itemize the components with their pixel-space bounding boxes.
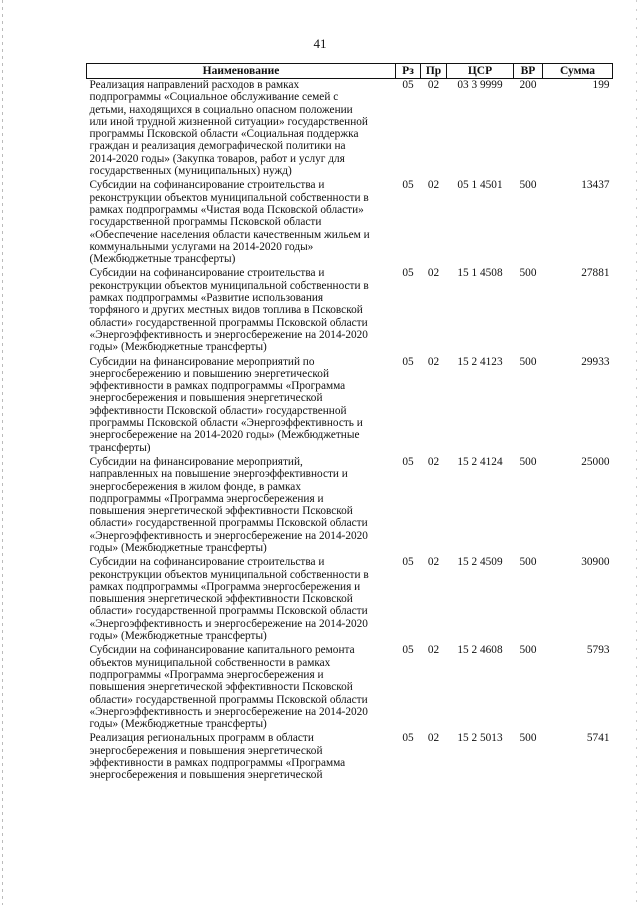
row-rz: 05 (402, 556, 414, 569)
row-rz: 05 (402, 355, 414, 368)
table-row (87, 556, 613, 644)
row-sum: 5793 (586, 644, 610, 657)
row-name-line: торфяного и других местных видов топлива в Псковской (89, 304, 363, 317)
row-vr: 200 (519, 79, 537, 91)
row-name-line: детьми, находящихся в социально опасном положении (89, 103, 353, 116)
row-rz: 05 (402, 179, 414, 192)
row-sum: 13437 (581, 179, 610, 192)
header-vr: ВР (514, 64, 543, 79)
row-pr: 02 (427, 556, 440, 569)
row-name-line: области» государственной программы Псковской области (89, 517, 368, 530)
row-name-line: Субсидии на финансирование мероприятий, (89, 455, 303, 468)
row-name-line: или иной трудной жизненной ситуации» государственной (89, 115, 368, 128)
row-sum: 27881 (581, 267, 610, 280)
row-name-line: реконструкции объектов муниципальной собственности в (89, 279, 369, 292)
row-name (87, 356, 396, 456)
row-name-line: энергосбережение на 2014-2020 годы» (Межбюджетные (89, 429, 360, 442)
table-row (87, 456, 613, 556)
row-name-line: Реализация региональных программ в области (89, 732, 314, 745)
row-csr: 15 2 4608 (457, 644, 503, 657)
row-pr: 02 (427, 79, 440, 91)
row-name-line: энергосбережению и повышению энергетической (89, 367, 329, 380)
row-name-line: объектов муниципальной собственности в рамках (89, 656, 331, 669)
row-name-line: Субсидии на финансирование мероприятий по (89, 355, 315, 368)
page-number: 41 (313, 36, 327, 51)
row-name-line: энергосбережения в жилом фонде, в рамках (89, 480, 301, 493)
row-csr: 15 1 4508 (457, 267, 503, 280)
row-name-line: рамках подпрограммы «Программа энергосбережения и (89, 580, 361, 593)
row-name-line: эффективности в рамках подпрограммы «Программа (89, 757, 346, 770)
row-csr: 15 2 4124 (457, 455, 503, 468)
row-pr: 02 (427, 732, 440, 745)
header-csr: ЦСР (447, 64, 514, 79)
row-name-line: коммунальными услугами на 2014-2020 годы» (89, 240, 314, 253)
row-csr: 15 2 5013 (457, 732, 503, 745)
row-name-line: повышения энергетической эффективности Псковской (89, 681, 353, 694)
row-name-line: программы Псковской области «Социальная поддержка (89, 128, 359, 141)
row-name-line: государственной программы Псковской области (89, 216, 322, 229)
row-vr: 500 (519, 179, 537, 192)
row-name (87, 79, 396, 180)
row-csr: 15 2 4509 (457, 556, 503, 569)
header-pr: Пр (421, 64, 447, 79)
row-rz: 05 (402, 644, 414, 657)
row-name (87, 179, 396, 267)
row-csr: 15 2 4123 (457, 355, 503, 368)
table-body (87, 79, 613, 784)
row-name (87, 644, 396, 732)
row-name-line: направленных на повышение энергоэффективности и (89, 468, 348, 481)
table-row (87, 732, 613, 783)
row-name-line: трансферты) (89, 441, 151, 454)
row-vr: 500 (519, 355, 537, 368)
row-rz: 05 (402, 79, 414, 91)
row-name-line: области» государственной программы Псковской области (89, 693, 368, 706)
row-name-line: 2014-2020 годы» (Закупка товаров, работ и услуг для (89, 152, 345, 165)
row-name-line: годы» (Межбюджетные трансферты) (89, 630, 267, 643)
row-name-line: «Энергоэффективность и энергосбережение на 2014-2020 (89, 617, 368, 630)
row-name-line: области» государственной программы Псковской области (89, 316, 368, 329)
row-sum: 30900 (581, 556, 610, 569)
row-pr: 02 (427, 267, 440, 280)
table-row (87, 356, 613, 456)
table-row (87, 267, 613, 355)
header-rz: Рз (396, 64, 421, 79)
row-sum: 199 (592, 79, 610, 91)
row-name-line: реконструкции объектов муниципальной собственности в (89, 191, 369, 204)
row-name-line: повышения энергетической эффективности Псковской (89, 593, 353, 606)
row-vr: 500 (519, 455, 537, 468)
row-vr: 500 (519, 732, 537, 745)
row-name-line: энергосбережения и повышения энергетической (89, 744, 323, 757)
row-name-line: рамках подпрограммы «Развитие использования (89, 292, 324, 305)
table-row (87, 79, 613, 180)
row-name-line: области» государственной программы Псковской области (89, 605, 368, 618)
row-name-line: эффективности Псковской области» государственной (89, 404, 347, 417)
row-name-line: Субсидии на софинансирование строительства и (89, 556, 325, 569)
row-name-line: энергосбережения и повышения энергетической (89, 392, 323, 405)
row-vr: 500 (519, 556, 537, 569)
row-name (87, 732, 396, 783)
row-name-line: Субсидии на софинансирование капитального ремонта (89, 644, 355, 657)
row-rz: 05 (402, 732, 414, 745)
row-name (87, 556, 396, 644)
row-sum: 5741 (586, 732, 610, 745)
row-name-line: Реализация направлений расходов в рамках (89, 79, 300, 91)
row-name-line: «Энергоэффективность и энергосбережение на 2014-2020 (89, 705, 368, 718)
row-name-line: граждан и реализация демографической политики на (89, 140, 346, 153)
header-name: Наименование (87, 64, 396, 79)
row-name-line: программы Псковской области «Энергоэффективность и (89, 417, 363, 430)
table-row (87, 644, 613, 732)
row-name (87, 456, 396, 556)
row-name (87, 267, 396, 355)
budget-table (86, 63, 613, 784)
row-name-line: Субсидии на софинансирование строительства и (89, 179, 325, 192)
row-pr: 02 (427, 644, 440, 657)
row-csr: 03 3 9999 (457, 79, 503, 91)
row-name-line: годы» (Межбюджетные трансферты) (89, 541, 267, 554)
row-name-line: повышения энергетической эффективности Псковской (89, 505, 353, 518)
row-name-line: Субсидии на софинансирование строительства и (89, 267, 325, 280)
row-name-line: подпрограммы «Программа энергосбережения и (89, 492, 324, 505)
scan-left-edge (2, 0, 3, 905)
row-name-line: энергосбережения и повышения энергетической (89, 769, 323, 782)
row-pr: 02 (427, 455, 440, 468)
row-name-line: государственных (муниципальных) нужд) (89, 165, 292, 178)
row-vr: 500 (519, 644, 537, 657)
row-sum: 29933 (581, 355, 610, 368)
row-pr: 02 (427, 355, 440, 368)
row-name-line: годы» (Межбюджетные трансферты) (89, 341, 267, 354)
row-name-line: «Обеспечение населения области качественным жильем и (89, 228, 370, 241)
row-rz: 05 (402, 455, 414, 468)
row-name-line: подпрограммы «Программа энергосбережения и (89, 668, 324, 681)
row-rz: 05 (402, 267, 414, 280)
row-name-line: (Межбюджетные трансферты) (89, 253, 236, 266)
row-name-line: годы» (Межбюджетные трансферты) (89, 718, 267, 731)
table-header (87, 64, 613, 79)
row-csr: 05 1 4501 (457, 179, 503, 192)
row-name-line: реконструкции объектов муниципальной собственности в (89, 568, 369, 581)
row-name-line: подпрограммы «Социальное обслуживание семей с (89, 91, 339, 104)
row-vr: 500 (519, 267, 537, 280)
row-name-line: «Энергоэффективность и энергосбережение на 2014-2020 (89, 529, 368, 542)
row-name-line: «Энергоэффективность и энергосбережение на 2014-2020 (89, 328, 368, 341)
row-sum: 25000 (581, 455, 610, 468)
header-sum: Сумма (543, 64, 613, 79)
row-name-line: эффективности в рамках подпрограммы «Программа (89, 380, 346, 393)
scan-right-edge (636, 0, 637, 905)
table-row (87, 179, 613, 267)
row-pr: 02 (427, 179, 440, 192)
row-name-line: рамках подпрограммы «Чистая вода Псковской области» (89, 203, 364, 216)
